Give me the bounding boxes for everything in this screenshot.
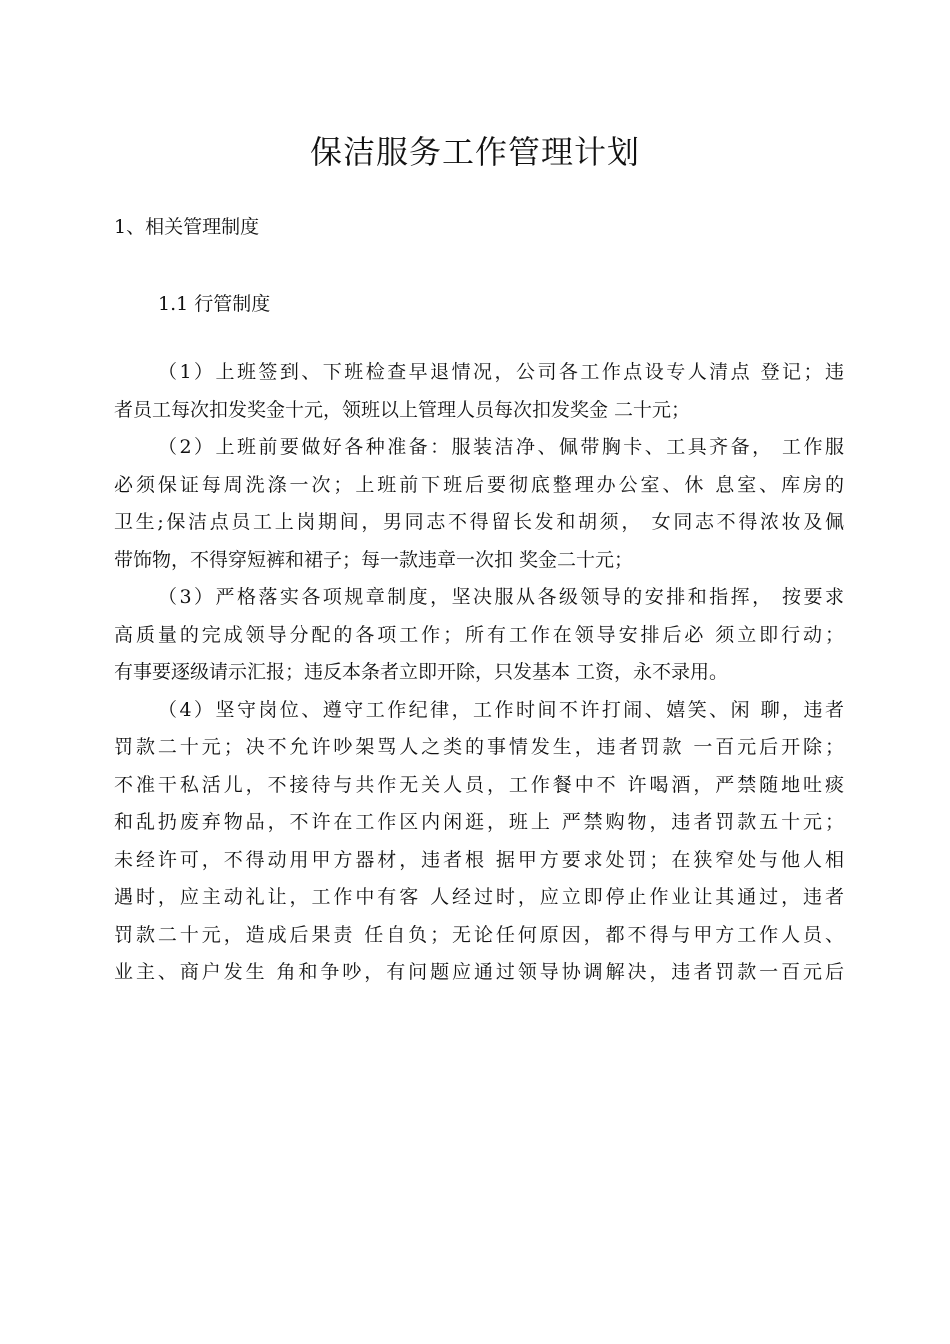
- paragraph-line: 不准干私活儿，不接待与共作无关人员，工作餐中不 许喝酒，严禁随地吐痰: [114, 773, 844, 796]
- document-body: [114, 354, 844, 992]
- paragraph-line: （3）严格落实各项规章制度，坚决服从各级领导的安排和指挥， 按要求: [158, 586, 844, 608]
- paragraph-line: （1）上班签到、下班检查早退情况，公司各工作点设专人清点 登记；违: [158, 361, 844, 383]
- paragraph-line: 未经许可，不得动用甲方器材，违者根 据甲方要求处罚；在狭窄处与他人相: [114, 848, 844, 871]
- paragraph-line: 卫生;保洁点员工上岗期间，男同志不得留长发和胡须， 女同志不得浓妆及佩: [114, 511, 844, 533]
- paragraph-line: 带饰物，不得穿短裤和裙子；每一款违章一次扣 奖金二十元；: [114, 548, 634, 571]
- paragraph-line: 必须保证每周洗涤一次；上班前下班后要彻底整理办公室、休 息室、库房的: [114, 473, 844, 496]
- paragraph-line: 业主、商户发生 角和争吵，有问题应通过领导协调解决，违者罚款一百元后: [114, 961, 844, 983]
- paragraph-line: 有事要逐级请示汇报；违反本条者立即开除，只发基本 工资，永不录用。: [114, 661, 729, 683]
- paragraph-line: 罚款二十元，造成后果责 任自负；无论任何原因，都不得与甲方工作人员、: [114, 923, 844, 946]
- paragraph-line: 者员工每次扣发奖金十元，领班以上管理人员每次扣发奖金 二十元；: [114, 398, 691, 421]
- paragraph-line: 高质量的完成领导分配的各项工作；所有工作在领导安排后必 须立即行动；: [114, 623, 844, 646]
- paragraph-4: [114, 692, 844, 992]
- paragraph-line: （2）上班前要做好各种准备：服装洁净、佩带胸卡、工具齐备， 工作服: [158, 436, 844, 458]
- paragraph-line: （4）坚守岗位、遵守工作纪律，工作时间不许打闹、嬉笑、闲 聊，违者: [158, 698, 844, 721]
- document-title: 保洁服务工作管理计划: [309, 133, 640, 171]
- paragraph-3: [114, 579, 844, 692]
- subsection-heading: 1.1 行管制度: [158, 293, 271, 315]
- paragraph-line: 遇时，应主动礼让，工作中有客 人经过时，应立即停止作业让其通过，违者: [114, 886, 844, 908]
- paragraph-line: 罚款二十元；决不允许吵架骂人之类的事情发生，违者罚款 一百元后开除；: [114, 736, 844, 758]
- section-heading: 1、相关管理制度: [114, 216, 260, 238]
- paragraph-2: [114, 429, 844, 579]
- paragraph-1: [114, 354, 844, 429]
- paragraph-line: 和乱扔废弃物品，不许在工作区内闲逛，班上 严禁购物，违者罚款五十元；: [114, 811, 844, 833]
